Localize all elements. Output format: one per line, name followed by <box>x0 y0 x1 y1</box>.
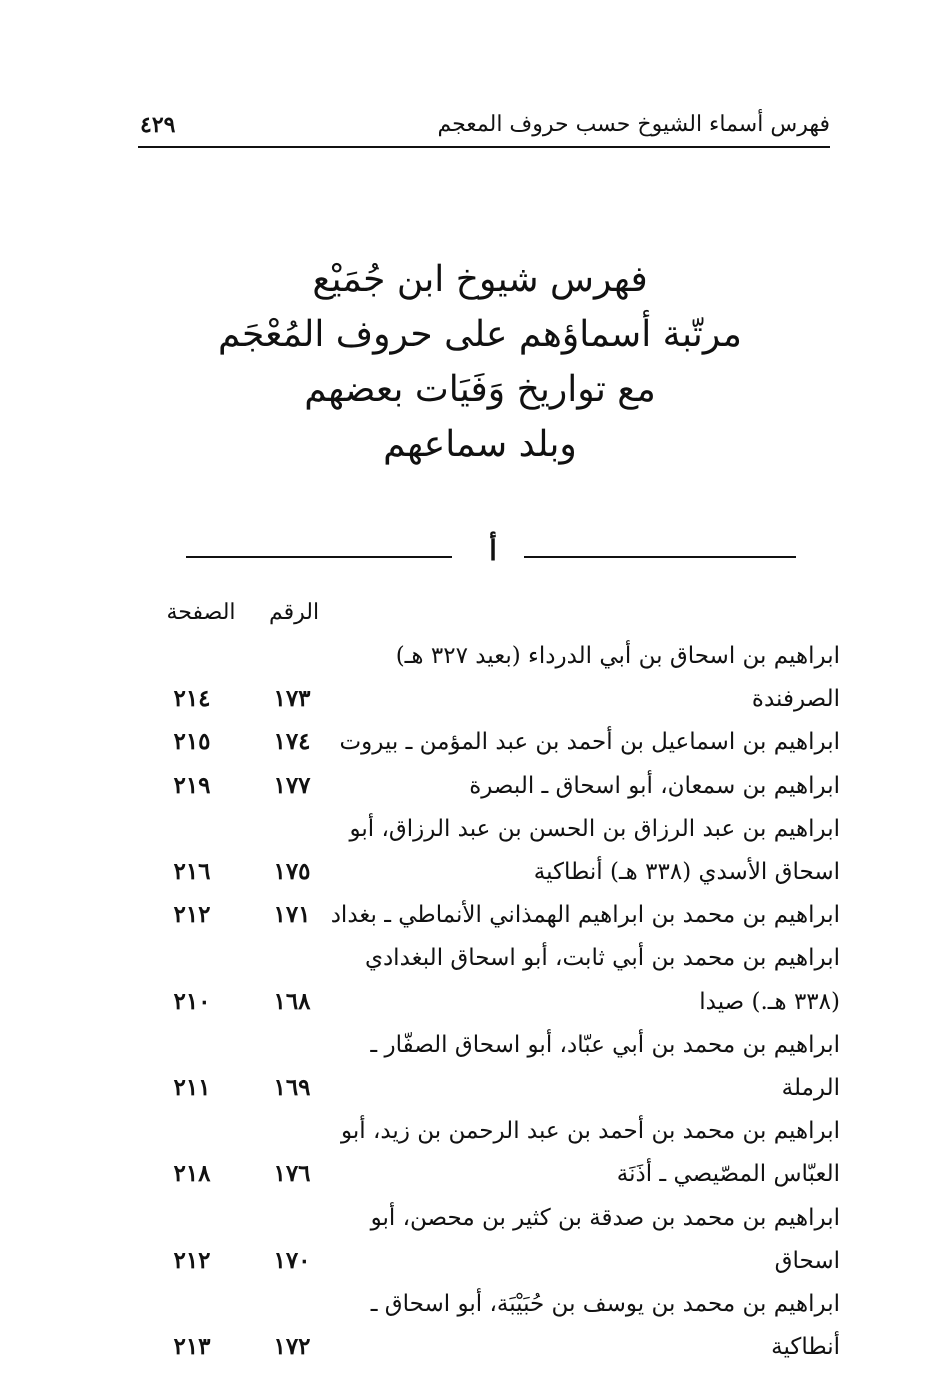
running-header <box>138 106 830 148</box>
entry-number: ١٧٦ <box>273 1160 311 1188</box>
heading-line: فهرس شيوخ ابن جُمَيْع <box>312 259 648 300</box>
column-header-number: الرقم <box>268 600 320 625</box>
entry-line: ابراهيم بن محمد بن أبي عبّاد، أبو اسحاق الصفّار ـ <box>370 1031 840 1058</box>
entry-page: ٢١٥ <box>173 728 211 756</box>
entry-line: ابراهيم بن محمد بن يوسف بن حُبَيْبَة، أبو اسحاق ـ <box>370 1291 840 1317</box>
running-title: فهرس أسماء الشيوخ حسب حروف المعجم <box>437 112 830 137</box>
heading-line: مع تواريخ وَفَيَات بعضهم <box>304 369 656 410</box>
entry-page: ٢١٢ <box>173 1246 211 1274</box>
page-number: ٤٢٩ <box>140 112 176 138</box>
entry-line: أنطاكية <box>771 1334 840 1361</box>
section-divider <box>0 534 945 574</box>
entry-line: ابراهيم بن محمد بن أبي ثابت، أبو اسحاق البغدادي <box>364 945 840 972</box>
entry-line: الرملة <box>781 1075 840 1101</box>
divider-rule-right <box>524 556 796 558</box>
entry-page: ٢١٢ <box>173 901 211 929</box>
entry-line: اسحاق <box>774 1247 840 1274</box>
entry-number: ١٧١ <box>273 901 311 929</box>
entry-line: ابراهيم بن اسحاق بن أبي الدرداء (بعيد ٣٢٧ هـ) <box>395 643 840 669</box>
entry-page: ٢١٣ <box>173 1333 211 1361</box>
entry-number: ١٦٨ <box>273 987 311 1015</box>
divider-rule-left <box>186 556 452 558</box>
entry-line: الصرفندة <box>751 686 840 713</box>
entry-line: (٣٣٨ هـ.) صيدا <box>699 988 840 1015</box>
entry-page: ٢١٩ <box>173 771 211 799</box>
entry-page: ٢١١ <box>173 1074 211 1101</box>
entry-number: ١٧٧ <box>273 771 311 799</box>
entry-number: ١٦٩ <box>273 1074 311 1101</box>
entry-line: ابراهيم بن محمد بن ابراهيم الهمذاني الأنماطي ـ بغداد <box>330 902 840 929</box>
entry-page: ٢١٤ <box>173 685 211 713</box>
entry-line: العبّاس المصّيصي ـ أذَنَة <box>616 1161 840 1188</box>
heading-line: وبلد سماعهم <box>383 424 577 465</box>
entry-number: ١٧٢ <box>273 1333 311 1361</box>
entry-line: ابراهيم بن عبد الرزاق بن الحسن بن عبد الرزاق، أبو <box>349 815 840 842</box>
entry-number: ١٧٣ <box>273 685 311 713</box>
column-header-page: الصفحة <box>166 600 236 625</box>
entry-line: ابراهيم بن اسماعيل بن أحمد بن عبد المؤمن ـ بيروت <box>339 729 840 756</box>
entry-number: ١٧٤ <box>273 728 311 756</box>
entry-line: ابراهيم بن سمعان، أبو اسحاق ـ البصرة <box>469 772 840 799</box>
entry-page: ٢١٨ <box>173 1160 211 1188</box>
entry-number: ١٧٥ <box>273 858 311 885</box>
entry-line: ابراهيم بن محمد بن صدقة بن كثير بن محصن، أبو <box>370 1204 840 1231</box>
section-letter: أ <box>489 534 497 567</box>
entry-line: اسحاق الأسدي (٣٣٨ هـ) أنطاكية <box>533 859 840 885</box>
entry-number: ١٧٠ <box>273 1246 311 1274</box>
index-heading <box>200 252 760 472</box>
heading-line: مرتّبة أسماؤهم على حروف المُعْجَم <box>218 314 742 355</box>
entry-page: ٢١٦ <box>173 858 211 885</box>
entry-page: ٢١٠ <box>173 987 211 1015</box>
entry-line: ابراهيم بن محمد بن أحمد بن عبد الرحمن بن زيد، أبو <box>340 1118 840 1145</box>
